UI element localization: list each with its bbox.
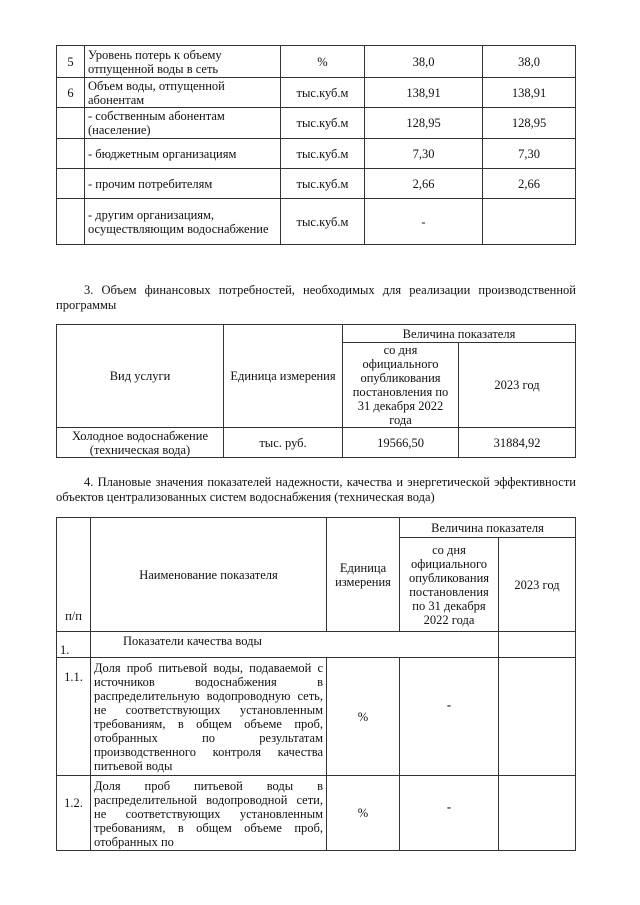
table-row xyxy=(57,428,576,458)
row-number: 5 xyxy=(57,46,85,78)
reliability-indicators-table xyxy=(56,517,576,851)
value-period1: 128,95 xyxy=(365,108,483,139)
row-number xyxy=(57,108,85,139)
value-2023 xyxy=(499,658,576,776)
col-period2: 2023 год xyxy=(459,343,576,428)
unit-cell: % xyxy=(327,658,400,776)
col-service: Вид услуги xyxy=(57,325,224,428)
value-2023: 7,30 xyxy=(483,139,576,169)
row-number xyxy=(57,139,85,169)
value-2023: 31884,92 xyxy=(459,428,576,458)
unit-cell: тыс.куб.м xyxy=(281,108,365,139)
value-2023 xyxy=(499,632,576,658)
indicator-name: Доля проб питьевой воды в распределительной водопроводной сети, не соответствующих установленным требованиям, в общем объеме проб, отобранных по xyxy=(91,776,327,851)
col-unit: Единица измерения xyxy=(327,518,400,632)
group-title: Показатели качества воды xyxy=(91,632,499,658)
unit-cell: тыс.куб.м xyxy=(281,169,365,199)
table-group-row xyxy=(57,632,576,658)
indicator-name: - прочим потребителям xyxy=(85,169,281,199)
value-2023 xyxy=(483,199,576,245)
table-row xyxy=(57,776,576,851)
financial-needs-table xyxy=(56,324,576,458)
table-row xyxy=(57,658,576,776)
indicator-name: - бюджетным организациям xyxy=(85,139,281,169)
value-2023: 128,95 xyxy=(483,108,576,139)
indicator-name: - собственным абонентам (население) xyxy=(85,108,281,139)
value-2023 xyxy=(499,776,576,851)
col-period1: со дня официального опубликования постановления по 31 декабря 2022 года xyxy=(343,343,459,428)
row-number xyxy=(57,199,85,245)
value-period1: - xyxy=(400,776,499,851)
indicator-name: - другим организациям, осуществляющим водоснабжение xyxy=(85,199,281,245)
indicator-name: Доля проб питьевой воды, подаваемой с источников водоснабжения в распределительную водопроводную сеть, не соответствующих установленным требованиям, в общем объеме проб, отобранных по результатам производственного контроля качества питьевой воды xyxy=(91,658,327,776)
consumption-table xyxy=(56,45,576,245)
col-value: Величина показателя xyxy=(400,518,576,538)
service-cell: Холодное водоснабжение (техническая вода) xyxy=(57,428,224,458)
value-period1: 19566,50 xyxy=(343,428,459,458)
row-number: 1.1. xyxy=(57,658,91,776)
unit-cell: % xyxy=(281,46,365,78)
table-row xyxy=(57,108,576,139)
table-header-row xyxy=(57,325,576,343)
unit-cell: % xyxy=(327,776,400,851)
value-period1: - xyxy=(365,199,483,245)
value-period1: 138,91 xyxy=(365,78,483,108)
col-value: Величина показателя xyxy=(343,325,576,343)
table-row xyxy=(57,139,576,169)
table-row xyxy=(57,199,576,245)
section4-heading: 4. Плановые значения показателей надежности, качества и энергетической эффективности объектов централизованных систем водоснабжения (техническая вода) xyxy=(56,475,576,504)
col-period2: 2023 год xyxy=(499,538,576,632)
value-period1: - xyxy=(400,658,499,776)
unit-cell: тыс. руб. xyxy=(224,428,343,458)
value-period1: 38,0 xyxy=(365,46,483,78)
value-2023: 138,91 xyxy=(483,78,576,108)
row-number xyxy=(57,169,85,199)
col-num: п/п xyxy=(57,518,91,632)
col-unit: Единица измерения xyxy=(224,325,343,428)
value-period1: 7,30 xyxy=(365,139,483,169)
col-name: Наименование показателя xyxy=(91,518,327,632)
value-2023: 2,66 xyxy=(483,169,576,199)
row-number: 1. xyxy=(57,632,91,658)
indicator-name: Уровень потерь к объему отпущенной воды в сеть xyxy=(85,46,281,78)
unit-cell: тыс.куб.м xyxy=(281,139,365,169)
table-row xyxy=(57,169,576,199)
table-row xyxy=(57,78,576,108)
col-period1: со дня официального опубликования постановления по 31 декабря 2022 года xyxy=(400,538,499,632)
table-row xyxy=(57,46,576,78)
section3-heading: 3. Объем финансовых потребностей, необходимых для реализации производственной программы xyxy=(56,283,576,312)
value-2023: 38,0 xyxy=(483,46,576,78)
value-period1: 2,66 xyxy=(365,169,483,199)
row-number: 6 xyxy=(57,78,85,108)
row-number: 1.2. xyxy=(57,776,91,851)
indicator-name: Объем воды, отпущенной абонентам xyxy=(85,78,281,108)
table-header-row xyxy=(57,518,576,538)
unit-cell: тыс.куб.м xyxy=(281,199,365,245)
unit-cell: тыс.куб.м xyxy=(281,78,365,108)
